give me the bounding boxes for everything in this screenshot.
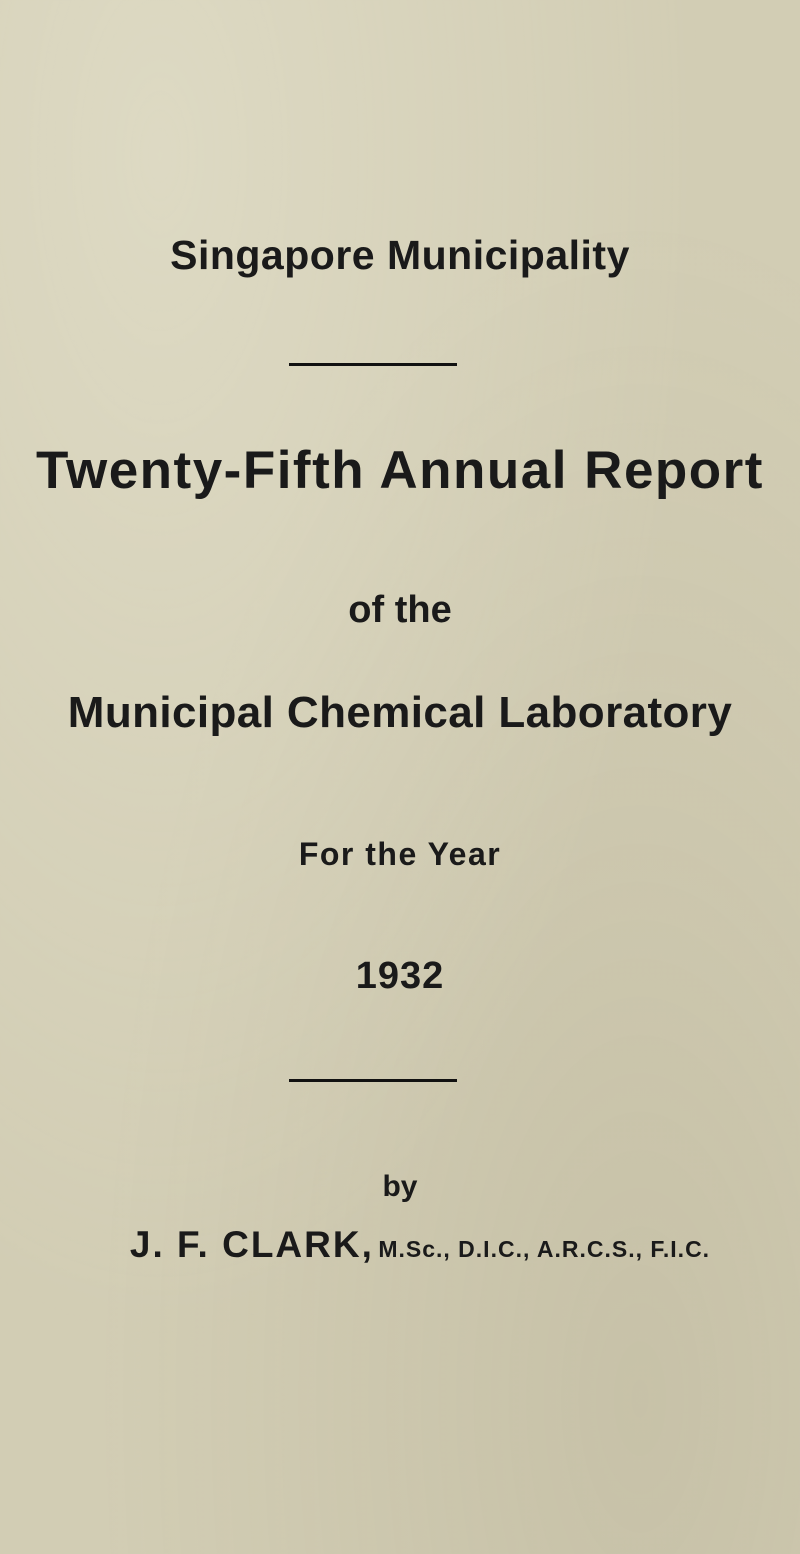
author-degrees: M.Sc., D.I.C., A.R.C.S., F.I.C. — [378, 1236, 711, 1262]
institution-heading: Singapore Municipality — [170, 232, 630, 278]
report-year: 1932 — [355, 955, 445, 997]
title-connector: of the — [348, 589, 452, 631]
report-title: Twenty-Fifth Annual Report — [36, 441, 764, 500]
year-label: For the Year — [298, 836, 502, 872]
bottom-divider — [289, 1079, 457, 1082]
department-name: Municipal Chemical Laboratory — [67, 688, 733, 737]
author-name: J. F. CLARK, — [129, 1224, 374, 1265]
by-line: by — [382, 1170, 418, 1203]
top-divider — [289, 363, 457, 366]
author-line — [20, 1224, 800, 1266]
